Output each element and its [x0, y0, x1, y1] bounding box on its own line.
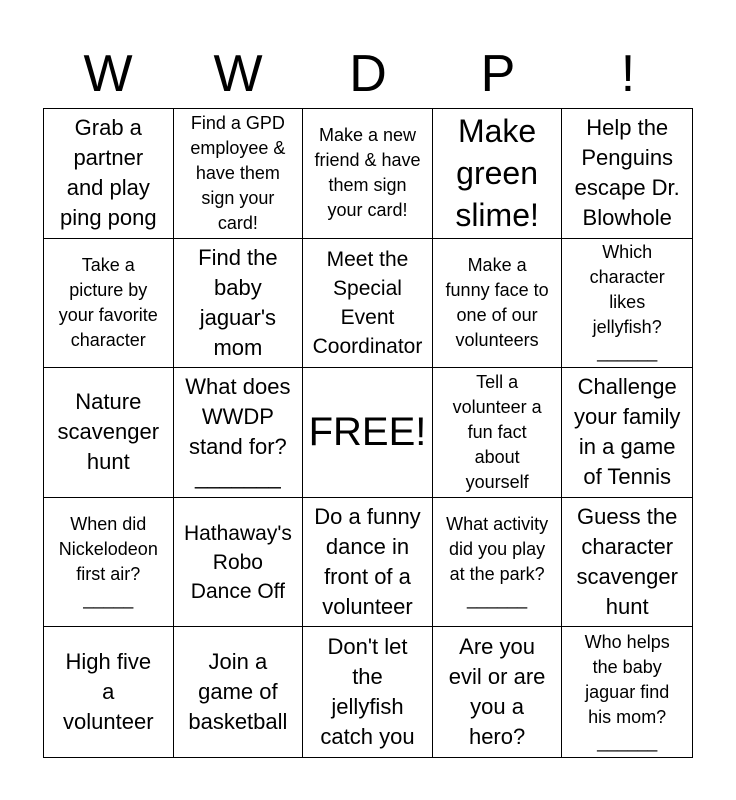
cell-text: Help the Penguins escape Dr. Blowhole — [574, 115, 680, 231]
cell-text: Take a picture by your favorite character — [58, 254, 158, 350]
cell-text: Grab a partner and play ping pong — [59, 115, 157, 231]
cell-text: FREE! — [308, 410, 427, 455]
free-space[interactable] — [303, 368, 433, 498]
bingo-grid — [43, 108, 693, 758]
bingo-cell[interactable] — [433, 109, 563, 239]
bingo-cell[interactable] — [562, 109, 692, 239]
bingo-header — [43, 44, 693, 104]
cell-text: Make a new friend & have them sign your card! — [314, 125, 421, 221]
cell-text: Hathaway's Robo Dance Off — [183, 521, 292, 603]
cell-text: Meet the Special Event Coordinator — [312, 247, 423, 358]
cell-text: High five a volunteer — [63, 649, 154, 735]
bingo-cell[interactable] — [433, 627, 563, 757]
bingo-cell[interactable] — [433, 498, 563, 628]
bingo-cell[interactable] — [174, 239, 304, 369]
header-letter-3: D — [349, 45, 387, 103]
bingo-cell[interactable] — [303, 627, 433, 757]
cell-text: When did Nickelodeon first air? _____ — [58, 514, 158, 610]
cell-text: Are you evil or are you a hero? — [448, 634, 546, 750]
bingo-cell[interactable] — [562, 368, 692, 498]
bingo-cell[interactable] — [44, 368, 174, 498]
bingo-cell[interactable] — [44, 239, 174, 369]
cell-text: Join a game of basketball — [188, 649, 288, 735]
cell-text: Find a GPD employee & have them sign your card! — [190, 112, 286, 233]
bingo-cell[interactable] — [174, 498, 304, 628]
bingo-cell[interactable] — [174, 627, 304, 757]
cell-text: Find the baby jaguar's mom — [198, 244, 278, 360]
header-letter-5: ! — [620, 45, 636, 103]
bingo-cell[interactable] — [174, 368, 304, 498]
cell-text: Do a funny dance in front of a volunteer — [314, 504, 421, 620]
cell-text: What does WWDP stand for? _______ — [185, 374, 291, 490]
bingo-cell[interactable] — [44, 109, 174, 239]
cell-text: What activity did you play at the park? ______ — [446, 514, 549, 610]
bingo-cell[interactable] — [303, 109, 433, 239]
cell-text: Which character likes jellyfish? ______ — [589, 242, 665, 363]
cell-text: Make green slime! — [455, 113, 539, 234]
bingo-cell[interactable] — [433, 239, 563, 369]
bingo-cell[interactable] — [562, 627, 692, 757]
bingo-cell[interactable] — [44, 498, 174, 628]
bingo-cell[interactable] — [174, 109, 304, 239]
bingo-cell[interactable] — [44, 627, 174, 757]
header-letter-4: P — [480, 45, 516, 103]
cell-text: Guess the character scavenger hunt — [576, 504, 678, 620]
bingo-cell[interactable] — [562, 239, 692, 369]
cell-text: Who helps the baby jaguar find his mom? ______ — [584, 631, 670, 752]
bingo-cell[interactable] — [562, 498, 692, 628]
bingo-cell[interactable] — [303, 498, 433, 628]
header-letter-1: W — [83, 45, 133, 103]
cell-text: Make a funny face to one of our volunteers — [445, 254, 549, 350]
cell-text: Challenge your family in a game of Tennis — [574, 374, 681, 490]
bingo-cell[interactable] — [433, 368, 563, 498]
bingo-cell[interactable] — [303, 239, 433, 369]
cell-text: Tell a volunteer a fun fact about yourself — [452, 372, 542, 492]
header-letter-2: W — [213, 45, 263, 103]
cell-text: Don't let the jellyfish catch you — [320, 634, 415, 750]
cell-text: Nature scavenger hunt — [57, 389, 160, 475]
